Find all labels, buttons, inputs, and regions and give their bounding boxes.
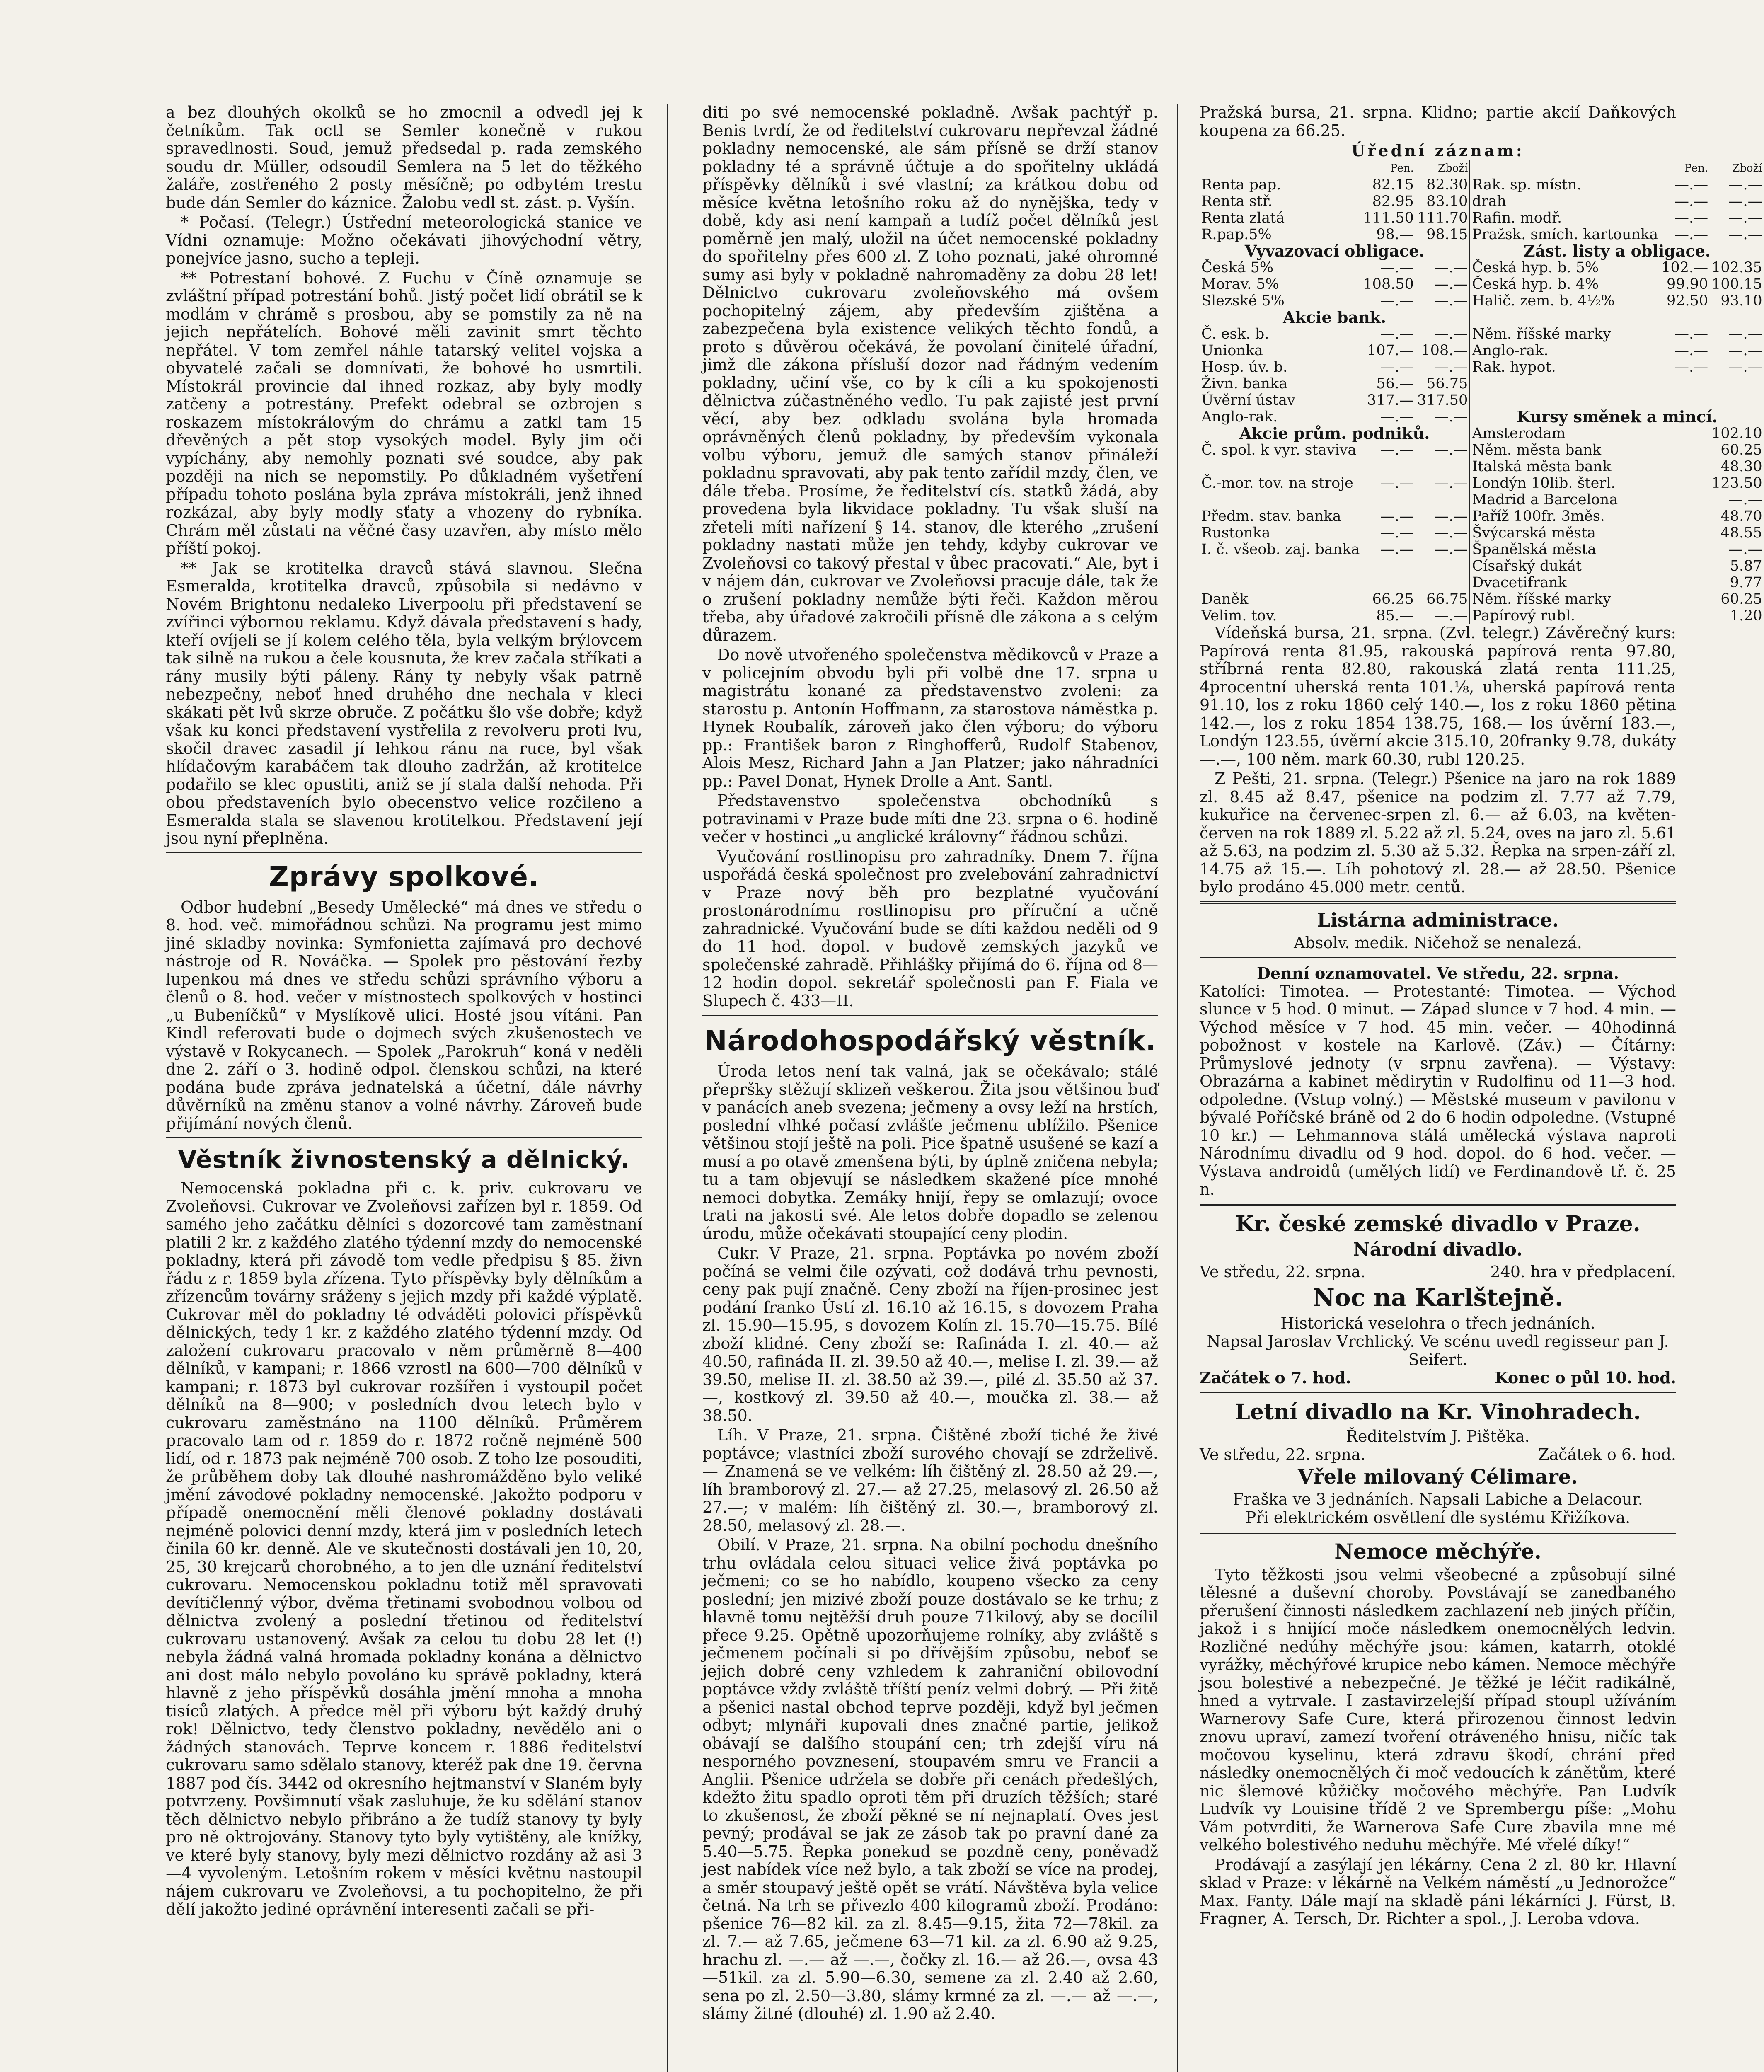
article-medikovci: Do nově utvořeného společenstva mědikovců v Praze a v policejním obvodu byli při volbě dne 17. srpna u magistrátu konané za představenstvo zvoleni: za starostu p. Antonín Hoffmann, za starostova náměstka p. Hynek Roubalík, zároveň jako člen výboru; do výboru pp.: František baron z Ringhofferů, Rudolf Stabenov, Alois Mesz, Richard Jahn a Jan Platzer; jako náhradníci pp.: Pavel Donat, Hynek Drolle a Ant. Santl.	[702, 646, 1158, 790]
col-head-pen: Pen.	[1390, 162, 1414, 174]
divider	[166, 852, 642, 853]
table-row: Renta stř. 82.95 83.10 drah —.— —.—	[1201, 193, 1762, 210]
table-row: Císařský dukát 5.87	[1200, 558, 1764, 574]
play-start: Začátek o 7. hod.	[1200, 1368, 1351, 1387]
table-row: I. č. všeob. zaj. banka —.— —.— Španělská města —.—	[1201, 541, 1762, 558]
col-head-zbozi: Zboží	[1732, 162, 1762, 174]
table-subheading: Akcie bank.	[1283, 308, 1387, 327]
table-subheading: Zást. listy a obligace.	[1470, 243, 1764, 259]
daily-announcer: Katolíci: Timotea. — Protestanté: Timotea. — Východ slunce v 5 hod. 0 minut. — Západ slunce v 7 hod. 4 min. — Východ měsíce v 7 hod. 45 min. večer. — 40hodinná pobožnost v kostele na Karlově. (Záv.) — Čítárny: Průmyslové jednoty (v srpnu zavřena). — Výstavy: Obrazárna a kabinet mědirytin v Rudolfinu od 11—3 hod. odpoledne. (Vstup volný.) — Městské museum v pavilonu v bývalé Poříčské bráně od 2 do 6 hodin odpoledne. (Vstupné 10 kr.) — Lehmannova stálá umělecká výstava naproti Národnímu divadlu od 9 hod. dopol. do 6 hod. večer. — Výstava androidů (umělých lidí) ve Ferdinandově tř. č. 25 n.	[1200, 982, 1676, 1198]
table-row: R.pap.5% 98.— 98.15 Pražsk. smích. kartounka —.— —.—	[1201, 226, 1762, 243]
play-times	[1200, 1369, 1676, 1387]
theatre-date: Ve středu, 22. srpna.	[1200, 1262, 1366, 1281]
summer-play-info: Při elektrickém osvětlení dle systému Křižíkova.	[1245, 1508, 1631, 1527]
market-lih: Líh. V Praze, 21. srpna. Čištěné zboží tiché že živé poptávce; vlastníci zboží surového chovají se zdrželivě. — Znamená se ve velkém: líh čištěný zl. 28.50 až 29.—, líh bramborový zl. 27.— až 27.25, melasový zl. 26.50 až 27.—; v malém: líh čištěný zl. 30.—, bramborový zl. 28.50, melasový zl. 28.—.	[702, 1426, 1158, 1535]
table-subheading: Vyvazovací obligace.	[1244, 242, 1425, 260]
market-obili: Obilí. V Praze, 21. srpna. Na obilní pochodu dnešního trhu ovládala celou situaci velice živá poptávka po ječmeni; co se ho nabídlo, koupeno všecko za ceny poslední; jen mizivé zboží pouze dostávalo se ke trhu; z hlavně tomu nejtěžší druh pouze 71kilový, aby se docílil přece 9.25. Opětně upozorňujeme rolníky, aby zvláště s ječmenem počínali si po dřívějším způsobu, neboť se jejich dobré ceny vzhledem k zahraniční obilovodní poptávce vždy zvláště tříští peníz velmi dobrý. — Při žitě a pšenici nastal obchod teprve později, když byl ječmen odbyt; mlynáři kupovali dnes značné partie, jelikož obávají se dalšího stoupání cen; trh zdejší víru ná nesporného povznesení, stoupavém smru ve Francii a Anglii. Pšenice udržela se dobře při cenách předešlých, kdežto žitu spadlo oproti těm při druzích těžších; staré to zkušenost, že zboží pěkné se ní nejnaplatí. Oves jest pevný; prodával se jak ze zásob tak po pravní dané za 5.40—5.75. Řepka ponekud se pozdně ceny, poněvadž jest nabídek více než bylo, a tak zboží se více na prodej, a směr stoupavý ještě opět se vrátí. Návštěva byla velice četná. Na trh se přivezlo 400 kilogramů zboží. Prodáno: pšenice 76—82 kil. za zl. 8.45—9.15, žita 72—78kil. za zl. 7.— až 7.65, ječmene 63—71 kil. za zl. 6.90 až 9.25, hrachu zl. —.— až —.—, čočky zl. 16.— až 26.—, ovsa 43—51kil. za zl. 5.90—6.30, semene za zl. 2.40 až 2.60, sena po zl. 2.50—3.80, slámy krmné za zl. —.— až —.—, slámy žitné (dlouhé) zl. 1.90 až 2.40.	[702, 1536, 1158, 2023]
column-1	[166, 104, 642, 2072]
ad-heading-nemoce: Nemoce měchýře.	[1334, 1539, 1541, 1564]
listarna-text: Absolv. medik. Ničehož se nenalezá.	[1294, 933, 1582, 952]
column-rule	[1177, 104, 1178, 2072]
col-head-pen: Pen.	[1684, 162, 1708, 174]
table-row: Anglo-rak. —.— —.— Kursy směnek a mincí.	[1200, 409, 1764, 425]
table-row: Unionka 107.— 108.— Anglo-rak. —.— —.—	[1201, 342, 1762, 359]
divider	[1200, 1532, 1676, 1534]
article-nemocenska-pokladna: Nemocenská pokladna při c. k. priv. cukrovaru ve Zvoleňovsi. Cukrovar ve Zvoleňovsi zařízen byl r. 1859. Od samého jeho začátku dělníci s dozorcové tam zaměstnaní platili 2 kr. z každého zlatého týdenní mzdy do nemocenské pokladny, která při závodě tom vedle předpisu § 85. živn řádu z r. 1859 byla zřízena. Tyto příspěvky byly dělníkům a zřízencům továrny sráženy s jejich mzdy při každé výplatě. Cukrovar měl do pokladny té odváděti polovici příspěvků dělnických, tedy 1 kr. z každého zlatého týdenní mzdy. Od založení cukrovaru pracovalo v něm průměrně 8—400 dělníků, v kampani; r. 1866 vzrostl na 600—700 dělníků v kampani; r. 1873 byl cukrovar rozšířen i vystoupil počet dělníků na 8—900; v posledních dvou letech bylo v cukrovaru zaměstnáno na 1100 dělníků. Průměrem pracovalo tam od r. 1859 do r. 1872 ročně nejméně 500 lidí, od r. 1873 pak nejméně 700 osob. Z toho lze posouditi, že průběhem doby tak dlouhé nashromážděno bylo veliké jmění závodové pokladny nemocenské. Jakožto podporu v případě onemocnění měli členové pokladny dostávati nejméně polovici denní mzdy, která jim v posledních letech činila 60 kr. denně. Ale ve skutečnosti dostávali jen 10, 20, 25, 30 krejcarů chorobného, a to jen dle uznání ředitelství cukrovaru. Nemocenskou pokladnu totiž měl spravovati devítičlenný výbor, dvěma třetinami svobodnou volbou od dělnictva zvolený a poslední třetinou od ředitelství cukrovaru ustanovený. Avšak za celou tu dobu 28 let (!) nebyla žádná valná hromada pokladny konána a dělnictvo ani dost málo nebylo povoláno ku správě pokladny, která hlavně z jeho příspěvků dosáhla jmění mnoha a mnoha tisíců zlatých. A předce měl při výboru být každý druhý rok! Dělnictvo, tedy členstvo pokladny, nevědělo ani o žádných stanovách. Teprve koncem r. 1886 ředitelství cukrovaru samo sdělalo stanovy, kteréž pak dne 19. června 1887 pod čís. 3442 od okresního hejtmanství v Slaném byly potvrzeny. Povšimnutí však zasluhuje, že ku sdělání stanov těch dělnictvo nebylo přibráno a že tudíž stanovy ty byly pro ně oktrojovány. Stanovy tyto byly vytištěny, ale knížky, ve které byly stanovy, byly mezi dělnictvo rozdány až asi 3—4 vyvoleným. Letošním rokem v měsíci květnu nastoupil nájem cukrovaru ve Zvoleňovsi, a tu pochopitelno, že při dělí jakožto jediné oprávnění interesenti začali se při-	[166, 1179, 642, 1918]
table-row: Renta zlatá 111.50 111.70 Rafin. modř. —.— —.—	[1201, 210, 1762, 226]
divider	[702, 1015, 1158, 1017]
table-subheading: Akcie prům. podniků.	[1239, 424, 1430, 443]
column-3	[1200, 103, 1762, 2072]
table-subheading: Kursy směnek a mincí.	[1470, 409, 1764, 425]
section-heading-listarna: Listárna administrace.	[1317, 908, 1559, 931]
table-row: Rustonka —.— —.— Švýcarská města 48.55	[1201, 525, 1762, 541]
table-row: Daněk 66.25 66.75 Něm. říšské marky 60.25	[1201, 591, 1762, 608]
play-end: Konec o půl 10. hod.	[1494, 1368, 1676, 1387]
theatre-heading: Kr. české zemské divadlo v Praze.	[1235, 1211, 1641, 1237]
theatre-subscription: 240. hra v předplacení.	[1490, 1262, 1676, 1281]
summer-theatre-start: Začátek o 6. hod.	[1538, 1445, 1676, 1464]
column-rule	[667, 104, 668, 2072]
article-esmeralda: ** Jak se krotitelka dravců stává slavnou. Slečna Esmeralda, krotitelka dravců, způsobila si nedávno v Novém Brightonu nedaleko Liverpoolu při představení se zvířinci výbornou reklamu. Když dávala představení s hady, kteří ovíjeli se jí kolem celého těla, byla velkým brýlovcem tak silně na rukou a čele kousnuta, že krev začala stříkati a rány musily býti páleny. Rány ty nebyly však patrně nebezpečny, neboť hned druhého dne nechala v kleci skákati pět lvů skrze obruče. Z počátku šlo vše dobře; když však ku konci představení vystřelila z revolveru proti lvu, skočil dravec zasadil jí lehkou ránu na ruce, byl však hlídačovým karabáčem tak dlouho zadržán, až krotitelce podařilo se klec opustiti, aniž se jí stala další nehoda. Při obou představeních bylo obecenstvo velice rozčileno a Esmeralda stala se slavenou krotitelkou. Představení její jsou nyní přeplněna.	[166, 559, 642, 847]
section-heading-narodohospodarsky: Národohospodářský věstník.	[704, 1025, 1157, 1057]
grain-market-pest: Z Pešti, 21. srpna. (Telegr.) Pšenice na jaro na rok 1889 zl. 8.45 až 8.47, pšenice na podzim zl. 7.77 až 7.79, kukuřice na červenec-srpen zl. 6.— až 6.03, na květen-červen na rok 1889 zl. 5.22 až zl. 5.24, oves na jaro zl. 5.61 až 5.63, na podzim zl. 5.30 až 5.32. Řepka na srpen-září zl. 14.75 až 15.—. Líh pohotový zl. 28.— až 28.50. Pšenice bylo prodáno 45.000 metr. centů.	[1200, 770, 1676, 896]
daily-announcer-heading: Denní oznamovatel. Ve středu, 22. srpna.	[1256, 963, 1619, 983]
table-row: Úvěrní ústav 317.— 317.50	[1200, 392, 1764, 409]
table-row: Česká 5% —.— —.— Česká hyp. b. 5% 102.— 102.35	[1201, 259, 1762, 276]
divider	[1200, 901, 1676, 904]
table-row: Velim. tov. 85.— —.— Papírový rubl. 1.20	[1201, 608, 1762, 624]
summer-play-info: Fraška ve 3 jednáních. Napsali Labiche a Delacour.	[1233, 1490, 1643, 1508]
section-heading-zivnost: Věstník živnostenský a dělnický.	[178, 1145, 630, 1174]
table-row: Italská města bank 48.30	[1200, 458, 1764, 475]
table-row: Předm. stav. banka —.— —.— Paříž 100fr. 3měs. 48.70	[1201, 508, 1762, 525]
article-potravinari: Představenstvo společenstva obchodníků s potravinami v Praze bude míti dne 23. srpna o 6. hodině večer v hostinci „u anglické královny“ řádnou schůzi.	[702, 792, 1158, 846]
summer-theatre-date: Ve středu, 22. srpna.	[1200, 1445, 1366, 1464]
article-uroda: Úroda letos není tak valná, jak se očekávalo; stálé přepršky stěžují sklizeň veškerou. Žita jsou většinou buď v panácích aneb svezena; ječmeny a ovsy leží na hrstích, poslední vlhké počasí zvlášťe ječmenu ublížilo. Pšenice většinou stojí ještě na poli. Pice špatně usušené se kazí a musí a po otavě zmenšena býti, by úplně zničena nebyla; tu a tam objevují se následkem skažené píce mnohé nemoci dobytka. Zemáky hnijí, řepy se omlazují; ovoce trati na jakosti své. Ale letos dobře dopadlo se zelenou úrodu, může očekávati stoupající ceny plodin.	[702, 1062, 1158, 1243]
summer-theatre-heading: Letní divadlo na Kr. Vinohradech.	[1235, 1399, 1641, 1425]
summer-play-title: Vřele milovaný Célimare.	[1298, 1465, 1578, 1489]
article-punished-gods: ** Potrestaní bohové. Z Fuchu v Číně oznamuje se zvláštní případ potrestání bohů. Jistý počet lidí obrátil se k modlám v chrámě s prosbou, aby se pomstily za ně na jejich nepřátelích. Bohové měli zavinit smrt těchto nepřátel. V tom zemřel náhle tatarský velitel vojska a obyvatelé začali se domnívati, že bohové ho usmrtili. Místokrál provincie dal ihned rozkaz, aby byly modly zatčeny a potrestány. Prefekt odebral se ozbrojen s roskazem místokrálovým do chrámu a zatkl tam 15 dřevěných a pět stop vysokých model. Byly jim oči vypíchány, aby nemohly poznati své soudce, aby pak později na nich se nepomstily. Po důkladném vyšetření případu tohoto poslána byla zpráva místokráli, jenž ihned rozkázal, aby byly modly sťaty a vhozeny do rybníka. Chrám měl zůstati na věčné časy uzavřen, aby místo mělo příští pokoj.	[166, 269, 642, 557]
ad-nemoce-text: Tyto těžkosti jsou velmi všeobecné a způsobují silné tělesné a duševní choroby. Povstávají se zanedbaného přerušení činnosti následkem zachlazení neb jiných příčin, jakož i s hnijící moče následkem onemocnělých ledvin. Rozličné nedúhy měchýře jsou: kámen, katarrh, otoklé vyrážky, měchýřové krupice nebo kámen. Nemoce měchýře jsou bolestivé a nebezpečné. Je těžké je léčit radikálně, hned a vytrvale. I zastavirzelejší případ stoupl užíváním Warnerovy Safe Cure, která přirozenou činnost ledvin znovu upraví, zamezí tvoření otráveného hnisu, ničíc tak močovou kyselinu, která zdravu škodí, chrání před následky onemocnělých či moč vedoucích k zánětům, které nic šlemové kůžičky močového měchýře. Pan Ludvík Ludvík vy Louisine třídě 2 ve Sprembergu píše: „Mohu Vám potvrditi, že Warnerova Safe Cure zbavila mne mé velkého bolestivého neduhu měchýře. Mé vřelé díky!“	[1200, 1565, 1676, 1854]
divider	[1200, 1392, 1676, 1394]
section-heading-spolky: Zprávy spolkové.	[269, 860, 540, 893]
table-row: Živn. banka 56.— 56.75	[1200, 375, 1764, 392]
play-info: Historická veselohra o třech jednáních.	[1280, 1314, 1595, 1332]
table-row: Renta pap. 82.15 82.30 Rak. sp. místn. —.— —.—	[1201, 177, 1762, 193]
table-row: Morav. 5% 108.50 —.— Česká hyp. b. 4% 99.90 100.15	[1201, 276, 1762, 293]
table-row: Č. spol. k vyr. staviva —.— —.— Něm. města bank 60.25	[1201, 442, 1762, 458]
theatre-date-row	[1200, 1263, 1676, 1281]
play-info: Napsal Jaroslav Vrchlický. Ve scénu uvedl regisseur pan J. Seifert.	[1207, 1332, 1669, 1369]
divider	[1200, 957, 1676, 959]
table-row: Hosp. úv. b. —.— —.— Rak. hypot. —.— —.—	[1201, 359, 1762, 375]
table-row: Slezské 5% —.— —.— Halič. zem. b. 4½% 92.50 93.10	[1201, 293, 1762, 309]
column-2	[702, 104, 1158, 2072]
article-spolky: Odbor hudební „Besedy Umělecké“ má dnes ve středu o 8. hod. več. mimořádnou schůzi. Na programu jest mimo jiné skladby novinka: Symfonietta zajímavá pro dechové nástroje od R. Nováčka. — Spolek pro pěstování řezby lupenkou má dnes ve středu schůzi správního výboru a členů o 8. hod. večer v místnostech spolkových v hostinci „u Bubeníčků“ v Myslíkově ulici. Hosté jsou vítáni. Pan Kindl referovati bude o dojmech svých zkušenostech ve výstavě v Rokycanech. — Spolek „Parokruh“ koná v neděli dne 2. září o 3. hodině odpol. členskou schůzi, na které podána bude zpráva jednatelská a účetní, dále návrhy důvěrníků na změnu stanov a volné návrhy. Zároveň bude přijímání nových členů.	[166, 898, 642, 1133]
article-text: a bez dlouhých okolků se ho zmocnil a odvedl jej k četníkům. Tak octl se Semler konečně v rukou spravedlnosti. Soud, jemuž předsedal p. rada zemského soudu dr. Müller, odsoudil Semlera na 5 let do těžkého žaláře, zostřeného 2 posty měsíčně; po odbytém trestu bude dán Semler do káznice. Žalobu vedl st. zást. p. Vyšín.	[166, 103, 642, 212]
prague-bourse-heading: Pražská bursa, 21. srpna. Klidno; partie akcií Daňkových koupena za 66.25.	[1200, 103, 1676, 140]
article-text: diti po své nemocenské pokladně. Avšak pachtýř p. Benis tvrdí, že od ředitelství cukrovaru nepřevzal žádné pokladny nemocenské, ale sám přísně se drží stanov pokladny té a správně účtuje a do spořitelny ukládá příspěvky dělníků i své vlastní; za krátkou dobu od měsíce května letošního roku až do nynějška, tedy v době, kdy asi není kampaň a tudíž počet dělníků jest poměrně jen malý, uložil na účet nemocenské pokladny do spořitelny přes 600 zl. Z toho poznati, jaké ohromné sumy asi byly v pokladně nahromaděny za dobu 28 let! Dělnictvo cukrovaru zvoleňovského má ovšem pochopitelný zájem, aby především zjištěna a zabezpečena byla existence velikých těchto fondů, a proto s důvěrou očekává, že povolaní činitelé úřadní, jimž dle zákona přísluší dozor nad řádným vedením pokladny, učiní vše, co by k cíli a ku spokojenosti dělnictva zúčastněného vedlo. Tu pak zajisté jest první věcí, aby bez odkladu svolána byla hromada oprávněných členů pokladny, by především vykonala volbu výboru, jemuž dle samých stanov přináleží pokladnu spravovati, aby pak tento zařídil mzdy, člen, ve dále třeba. Prosíme, že ředitelství cís. statků žádá, aby provedena byla likvidace pokladny. Tu však sluší na zřeteli míti nařízení § 14. stanov, dle kterého „zrušení pokladny nastati může jen tehdy, kdyby cukrovar ve Zvoleňovsi co takový přestal v ůbec pracovati.“ Ale, byt i v nájem dán, cukrovar ve Zvoleňovsi pracuje dále, tak že o zrušení pokladny nemůže býti řeči. Každon měrou třeba, aby úřadové zakročili přísně dle zákona a s celým důrazem.	[702, 103, 1158, 644]
market-cukr: Cukr. V Praze, 21. srpna. Poptávka po novém zboží počíná se velmi čile ozývati, což dodává trhu pevnosti, ceny pak pují značně. Ceny zboží na říjen-prosinec jest podání franko Ústí zl. 16.10 až 16.15, s dovozem Praha zl. 15.90—15.95, s dovozem Kolín zl. 15.70—15.75. Bílé zboží klidné. Ceny zboží se: Rafináda I. zl. 40.— až 40.50, rafináda II. zl. 39.50 až 40.—, melise I. zl. 39.— až 39.50, melise II. zl. 38.50 až 39.—, pilé zl. 35.50 až 37.—, kostkový zl. 39.50 až 40.—, moučka zl. 38.— až 38.50.	[702, 1244, 1158, 1425]
table-row: Č. esk. b. —.— —.— Něm. říšské marky —.— —.—	[1201, 326, 1762, 342]
table-row: Madrid a Barcelona —.—	[1200, 491, 1764, 508]
divider	[1200, 1204, 1676, 1206]
bond-table: Pen. Zboží Pen. Zboží Renta pap. 82.15 82.30 Rak. sp. místn. —.— —.— Renta stř. 82.95 83.10 drah —.— —.— Renta zlatá 111.50 111.70 Rafin. modř. —.— —.— R.pap.5% 98.— 98.15 Pražsk. smích. kartounka —.— —.— Vyvazovací obligace. Zást. listy a obligace. Česká 5% —.— —.— Česká hyp. b. 5% 102.— 102.35 Morav. 5% 108.50 —.— Česká hyp. b. 4% 99.90 100.15 Slezské 5% —.— —.— Halič. zem. b. 4½% 92.50 93.10 Akcie bank. Č. esk. b. —.— —.— Něm. říšské marky —.— —.— Unionka 107.— 108.— Anglo-rak. —.— —.— Hosp. úv. b. —.— —.— Rak. hypot. —.— —.— Živn. banka 56.— 56.75 Úvěrní ústav 317.— 317.50 Anglo-rak. —.— —.— Kursy směnek a mincí. Akcie prům. podniků. Amsterodam 102.10 Č. spol. k vyr. staviva —.— —.— Něm. města bank 60.25 Italská města bank 48.30 Č.-mor. tov. na stroje —.— —.— Londýn 10lib. šterl. 123.50 Madrid a Barcelona —.— Předm. stav. banka —.— —.— Paříž 100fr. 3měs. 48.70 Rustonka —.— —.— Švýcarská města 48.55 I. č. všeob. zaj. banka —.— —.— Španělská města —.— Císařský dukát 5.87 Dvacetifrank 9.77 Daněk 66.25 66.75 Něm. říšské marky 60.25 Velim. tov. 85.— —.— Papírový rubl. 1.20	[1200, 160, 1764, 624]
theatre-subheading: Národní divadlo.	[1353, 1239, 1523, 1260]
divider	[166, 1137, 642, 1138]
col-head-zbozi: Zboží	[1437, 162, 1468, 174]
weather-notice: * Počasí. (Telegr.) Ústřední meteorologická stanice ve Vídni oznamuje: Možno očekávati jihovýchodní větry, ponejvíce jasno, sucho a tepleji.	[166, 213, 642, 267]
table-row: Č.-mor. tov. na stroje —.— —.— Londýn 10lib. šterl. 123.50	[1201, 475, 1762, 491]
article-rostlinopis: Vyučování rostlinopisu pro zahradníky. Dnem 7. října uspořádá česká společnost pro zvelebování zahradnictví v Praze nový běh pro bezplatné vyučování prostonárodnímu rostlinopisu pro příruční a učně zahradnické. Vyučování bude se díti každou neděli od 9 do 11 hod. dopol. v budově zemských jazyků ve společenské zahradě. Přihlášky přijímá do 6. října od 8—12 hodin dopol. sekretář společnosti pan F. Fiala ve Slupech č. 433—II.	[702, 847, 1158, 1010]
summer-theatre-date-row	[1200, 1445, 1676, 1464]
vienna-bourse: Vídeňská bursa, 21. srpna. (Zvl. telegr.) Závěrečný kurs: Papírová renta 81.95, rakouská papírová renta 97.80, stříbrná renta 82.80, rakouská zlatá renta 111.25, 4procentní uherská renta 101.⅛, uherská papírová renta 91.10, los z roku 1860 celý 140.—, los z roku 1860 pětina 142.—, los z roku 1854 138.75, 168.— los úvěrní 183.—, Londýn 123.55, úvěrní akcie 315.10, 20franky 9.78, dukáty —.—, 100 něm. mark 60.30, rubl 120.25.	[1200, 624, 1676, 768]
official-record-heading: Úřední záznam:	[1351, 141, 1524, 160]
play-title: Noc na Karlštejně.	[1312, 1283, 1563, 1312]
ad-nemoce-sale: Prodávají a zasýlají jen lékárny. Cena 2 zl. 80 kr. Hlavní sklad v Praze: v lékárně na Velkém náměstí „u Jednorožce“ Max. Fanty. Dále mají na skladě páni lékárníci J. Fürst, B. Fragner, A. Tersch, Dr. Richter a spol., J. Leroba vdova.	[1200, 1855, 1676, 1928]
summer-theatre-sub: Ředitelstvím J. Pištěka.	[1346, 1427, 1530, 1445]
table-row: Dvacetifrank 9.77	[1200, 574, 1764, 591]
